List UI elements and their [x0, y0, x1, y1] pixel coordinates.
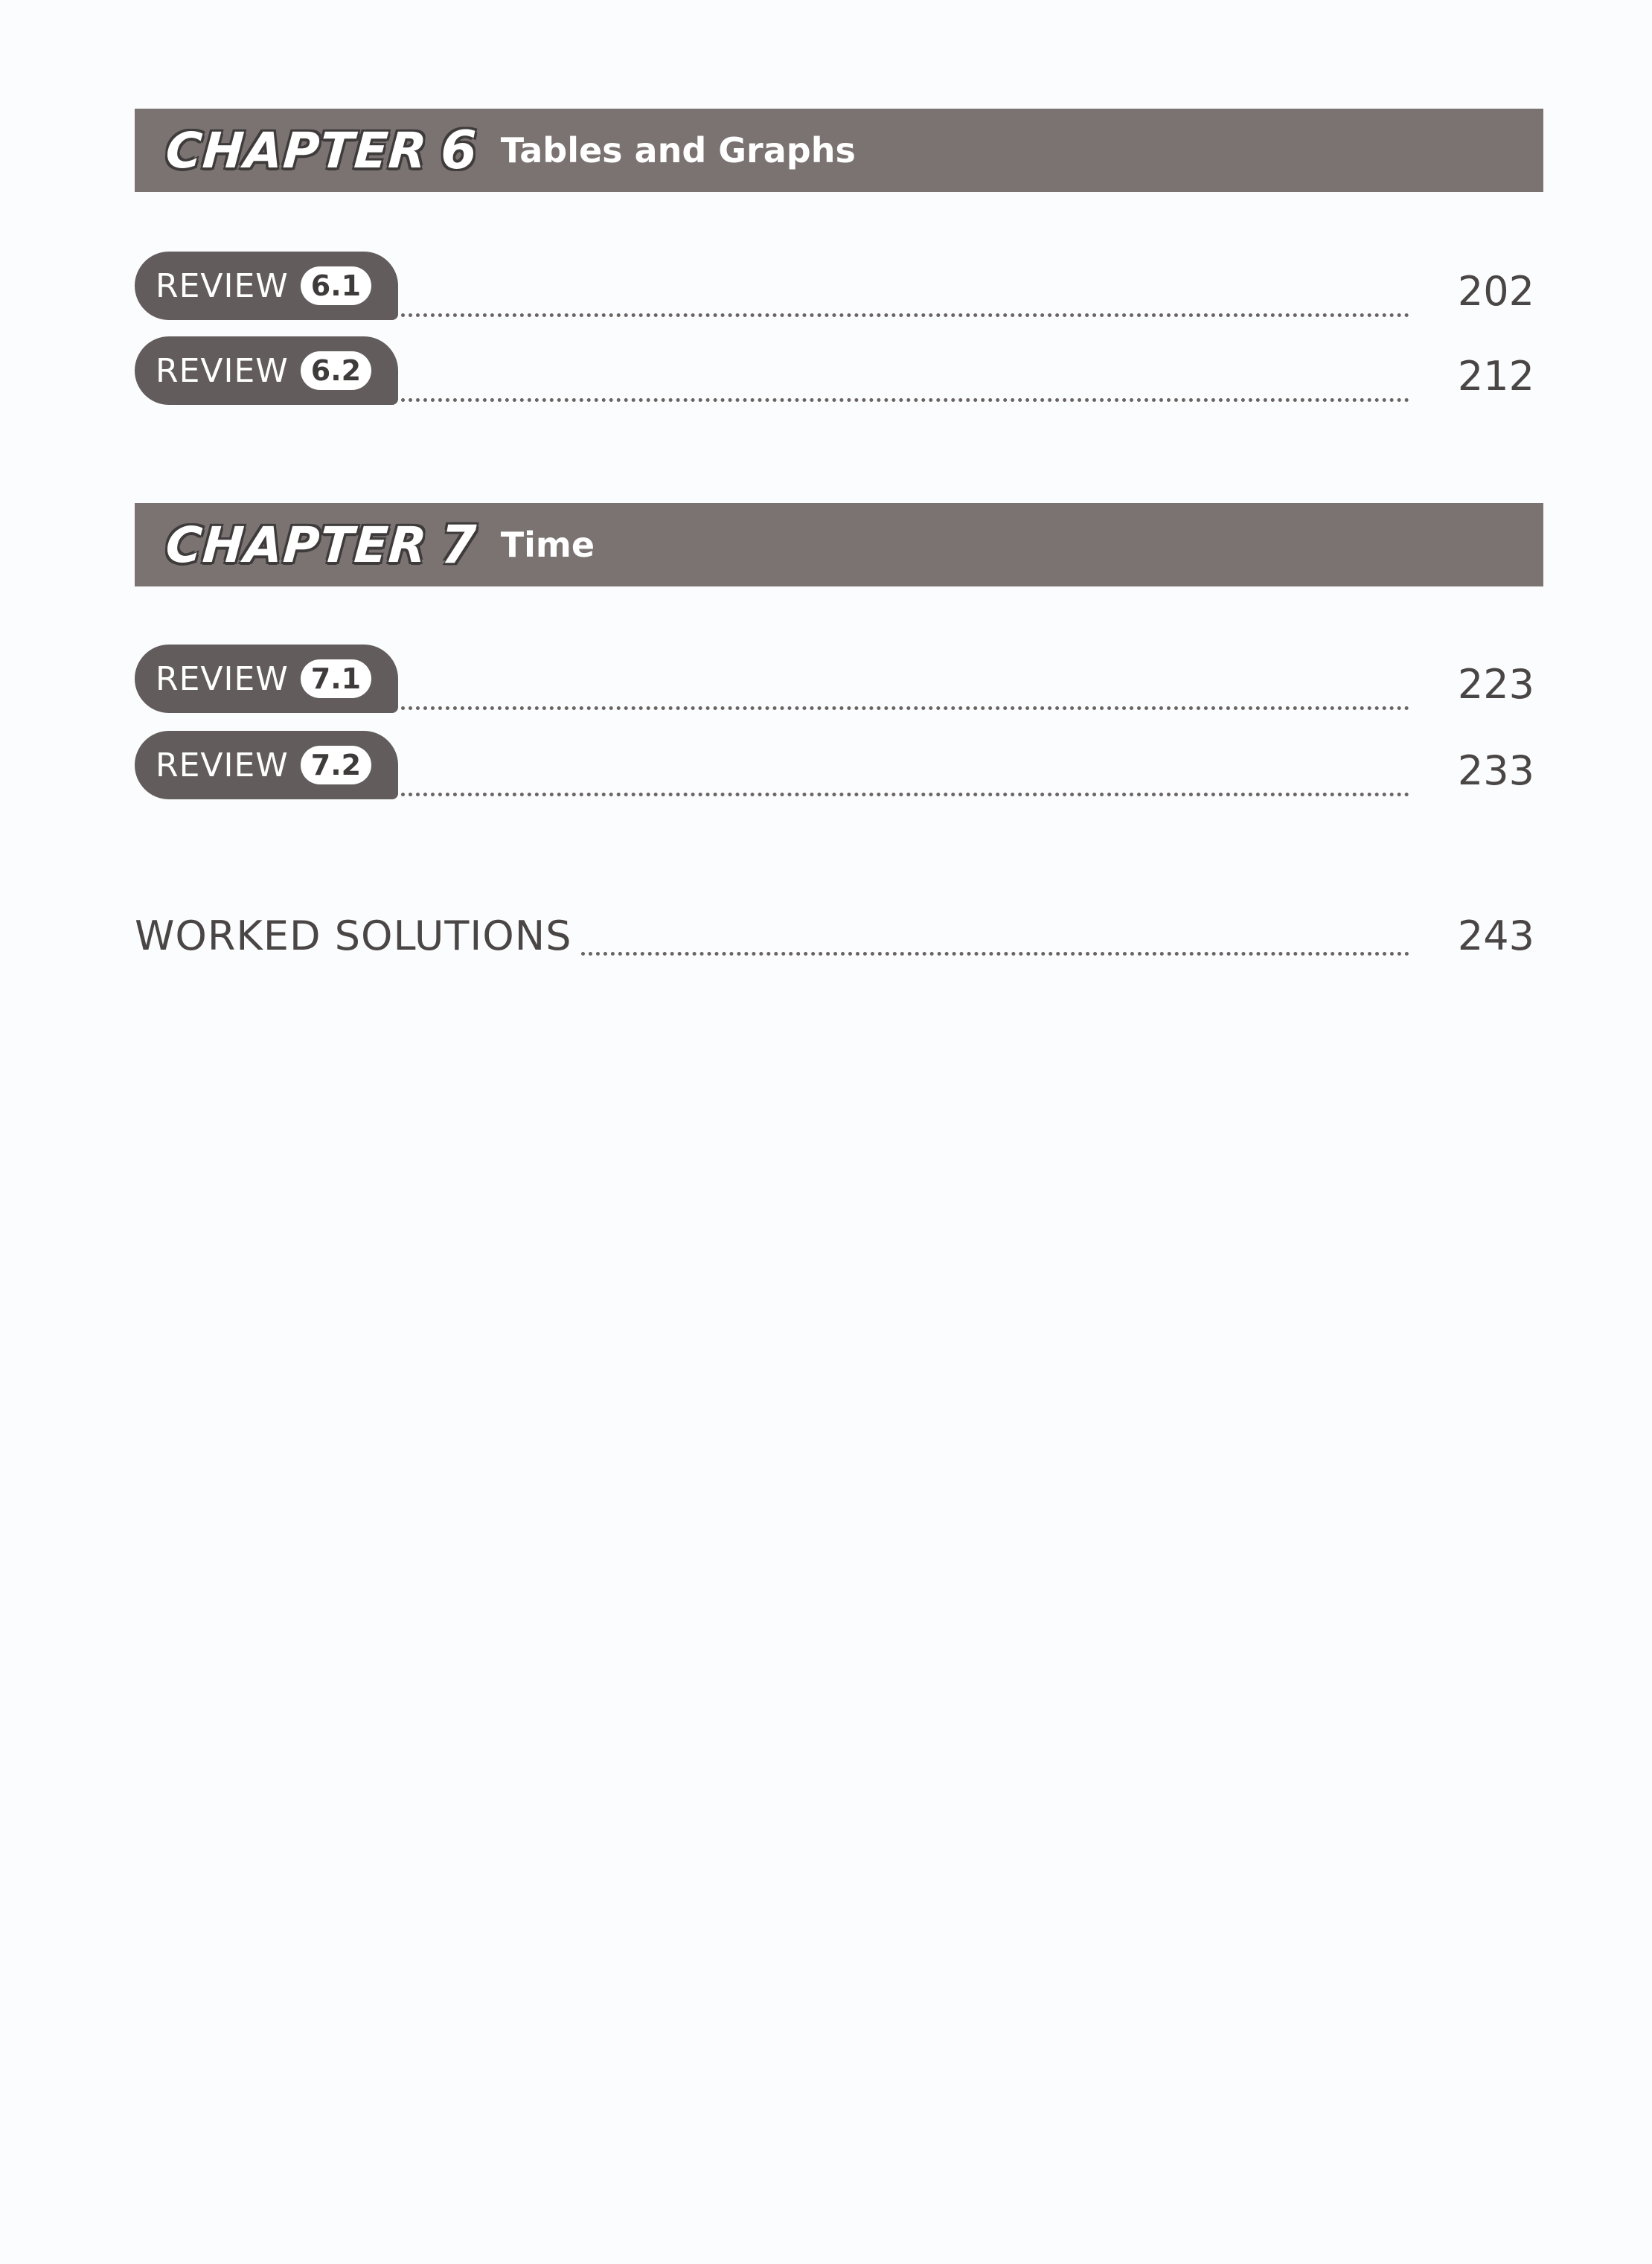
- chapter-7-header: [135, 503, 1543, 586]
- toc-entry-worked-solutions[interactable]: [135, 906, 1543, 966]
- page-number: 223: [1457, 661, 1534, 708]
- toc-entry-review-7-2[interactable]: [135, 731, 1543, 802]
- chapter-word: CHAPTER: [164, 516, 429, 574]
- toc-entry-review-6-2[interactable]: [135, 336, 1543, 408]
- toc-entry-review-6-1[interactable]: [135, 252, 1543, 323]
- review-number: 6.2: [301, 351, 371, 390]
- chapter-6-header: [135, 109, 1543, 192]
- dot-leader: [401, 793, 1409, 796]
- review-number: 7.2: [301, 746, 371, 784]
- toc-entry-review-7-1[interactable]: [135, 645, 1543, 716]
- review-label: REVIEW: [156, 746, 289, 784]
- review-label: REVIEW: [156, 659, 289, 698]
- dot-leader: [401, 313, 1409, 317]
- chapter-word: CHAPTER: [164, 121, 429, 179]
- review-number: 6.1: [301, 266, 371, 305]
- review-badge: [135, 731, 398, 799]
- review-number: 7.1: [301, 659, 371, 698]
- review-badge: [135, 252, 398, 320]
- page-number: 212: [1457, 353, 1534, 400]
- chapter-number: 6: [441, 120, 477, 181]
- review-label: REVIEW: [156, 351, 289, 390]
- review-badge: [135, 645, 398, 713]
- chapter-title: Tables and Graphs: [500, 130, 856, 170]
- review-label: REVIEW: [156, 266, 289, 305]
- worked-solutions-label: WORKED SOLUTIONS: [135, 912, 572, 959]
- review-badge: [135, 336, 398, 405]
- chapter-title: Time: [500, 525, 595, 565]
- dot-leader: [581, 952, 1409, 956]
- chapter-number: 7: [441, 514, 477, 575]
- page-number: 243: [1457, 912, 1534, 959]
- dot-leader: [401, 706, 1409, 710]
- page-number: 202: [1457, 268, 1534, 315]
- page-number: 233: [1457, 747, 1534, 794]
- dot-leader: [401, 398, 1409, 402]
